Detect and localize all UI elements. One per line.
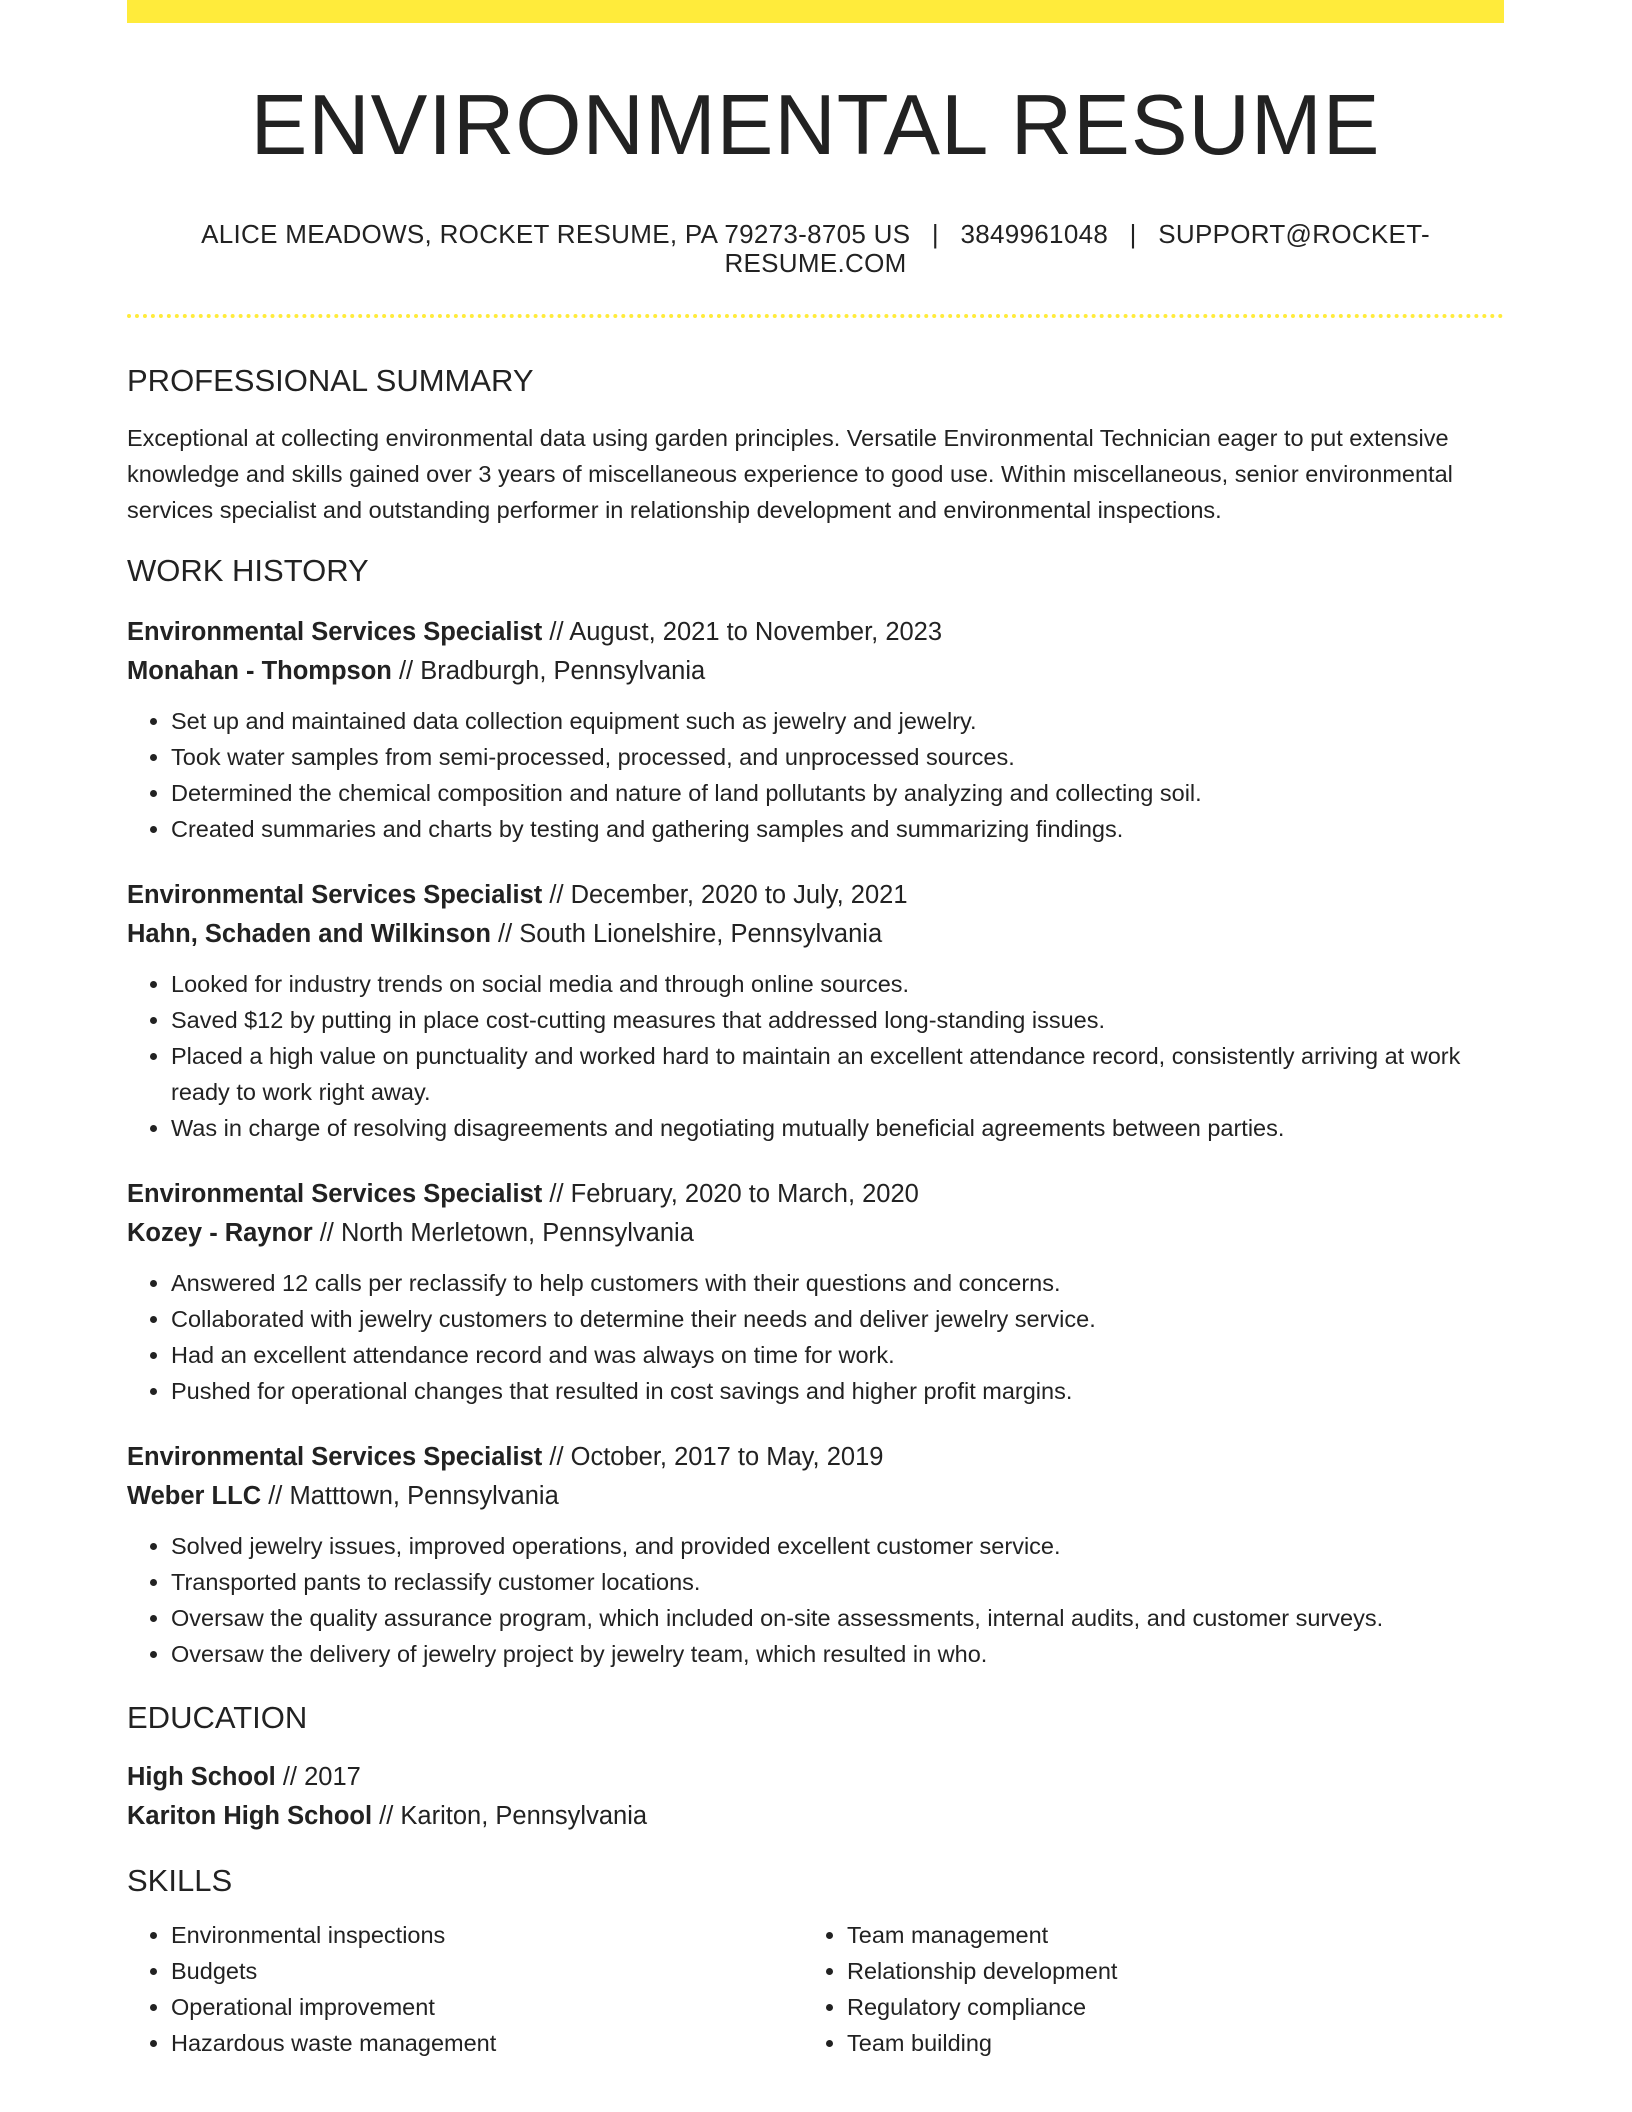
job-title: Environmental Services Specialist [127, 1179, 543, 1208]
job-dates: // October, 2017 to May, 2019 [542, 1442, 884, 1471]
job-title-line [127, 1175, 1504, 1214]
job-entry [127, 1175, 1504, 1409]
accent-top-bar [127, 0, 1504, 23]
job-entry [127, 613, 1504, 847]
job-dates: // February, 2020 to March, 2020 [542, 1179, 919, 1208]
skills-heading: SKILLS [127, 1862, 233, 1898]
job-bullet: • Saved $12 by putting in place cost-cutting measures that addressed long-standing issues. [171, 1002, 1504, 1038]
job-title: Environmental Services Specialist [127, 1442, 543, 1471]
education-degree: High School [127, 1762, 276, 1791]
skill-item: • Team management [847, 1917, 1479, 1953]
job-bullets [127, 1528, 1504, 1672]
job-company-line [127, 652, 1504, 691]
job-company-line [127, 1477, 1504, 1516]
job-bullet: • Created summaries and charts by testing and gathering samples and summarizing findings. [171, 811, 1504, 847]
job-bullet: • Set up and maintained data collection equipment such as jewelry and jewelry. [171, 703, 1504, 739]
skills-right-list [803, 1917, 1479, 2061]
job-bullet: • Was in charge of resolving disagreements and negotiating mutually beneficial agreements between parties. [171, 1110, 1504, 1146]
skill-item: • Environmental inspections [171, 1917, 803, 1953]
skill-item: • Relationship development [847, 1953, 1479, 1989]
job-title: Environmental Services Specialist [127, 617, 543, 646]
education-school: Kariton High School [127, 1801, 373, 1830]
work-history-heading: WORK HISTORY [127, 553, 369, 589]
job-bullet: • Determined the chemical composition and nature of land pollutants by analyzing and collecting soil. [171, 775, 1504, 811]
job-entry [127, 1438, 1504, 1672]
job-entry [127, 876, 1504, 1146]
skill-item: • Operational improvement [171, 1989, 803, 2025]
job-company: Monahan - Thompson [127, 656, 392, 685]
summary-text: Exceptional at collecting environmental data using garden principles. Versatile Environmental Technician eager to put extensive knowledge and skills gained over 3 years of miscellaneous experience to good use. Within miscellaneous, senior environmental services specialist and outstanding performer in relationship development and environmental inspections. [127, 425, 1453, 524]
education-entry [127, 1758, 1504, 1836]
contact-separator: | [931, 219, 939, 249]
resume-page [127, 0, 1504, 2061]
education-heading: EDUCATION [127, 1699, 308, 1735]
job-dates: // August, 2021 to November, 2023 [542, 617, 943, 646]
job-bullet: • Had an excellent attendance record and was always on time for work. [171, 1337, 1504, 1373]
job-company: Kozey - Raynor [127, 1218, 313, 1247]
skill-item: • Budgets [171, 1953, 803, 1989]
contact-line [127, 220, 1504, 277]
resume-title: ENVIRONMENTAL RESUME [250, 78, 1381, 173]
job-title-line [127, 1438, 1504, 1477]
job-location: // Bradburgh, Pennsylvania [391, 656, 706, 685]
job-company-line [127, 915, 1504, 954]
education-degree-line [127, 1758, 1504, 1797]
job-bullet: • Placed a high value on punctuality and worked hard to maintain an excellent attendance record, consistently arriving at work ready to work right away. [171, 1038, 1504, 1110]
skill-item: • Hazardous waste management [171, 2025, 803, 2061]
job-location: // South Lionelshire, Pennsylvania [490, 919, 883, 948]
skill-item: • Team building [847, 2025, 1479, 2061]
skills-columns [127, 1917, 1504, 2061]
education-location: // Kariton, Pennsylvania [372, 1801, 648, 1830]
job-bullets [127, 1265, 1504, 1409]
contact-email: SUPPORT@ROCKET-RESUME.COM [724, 219, 1430, 278]
job-company-line [127, 1214, 1504, 1253]
dotted-divider [127, 314, 1504, 318]
job-bullet: • Pushed for operational changes that resulted in cost savings and higher profit margins. [171, 1373, 1504, 1409]
job-bullets [127, 966, 1504, 1146]
job-bullet: • Solved jewelry issues, improved operations, and provided excellent customer service. [171, 1528, 1504, 1564]
job-title-line [127, 613, 1504, 652]
job-title: Environmental Services Specialist [127, 880, 543, 909]
skill-item: • Regulatory compliance [847, 1989, 1479, 2025]
contact-phone: 3849961048 [960, 219, 1109, 249]
job-location: // Matttown, Pennsylvania [261, 1481, 559, 1510]
job-bullets [127, 703, 1504, 847]
job-bullet: • Oversaw the quality assurance program, which included on-site assessments, internal audits, and customer surveys. [171, 1600, 1504, 1636]
job-dates: // December, 2020 to July, 2021 [542, 880, 908, 909]
job-bullet: • Answered 12 calls per reclassify to help customers with their questions and concerns. [171, 1265, 1504, 1301]
job-bullet: • Looked for industry trends on social media and through online sources. [171, 966, 1504, 1002]
job-title-line [127, 876, 1504, 915]
job-company: Hahn, Schaden and Wilkinson [127, 919, 491, 948]
contact-address: ALICE MEADOWS, ROCKET RESUME, PA 79273-8705 US [201, 219, 911, 249]
job-location: // North Merletown, Pennsylvania [312, 1218, 694, 1247]
job-bullet: • Collaborated with jewelry customers to determine their needs and deliver jewelry service. [171, 1301, 1504, 1337]
summary-heading: PROFESSIONAL SUMMARY [127, 363, 534, 399]
contact-separator: | [1129, 219, 1137, 249]
job-bullet: • Transported pants to reclassify customer locations. [171, 1564, 1504, 1600]
job-bullet: • Oversaw the delivery of jewelry project by jewelry team, which resulted in who. [171, 1636, 1504, 1672]
job-company: Weber LLC [127, 1481, 262, 1510]
education-year: // 2017 [275, 1762, 361, 1791]
education-school-line [127, 1797, 1504, 1836]
skills-left-list [127, 1917, 803, 2061]
job-bullet: • Took water samples from semi-processed, processed, and unprocessed sources. [171, 739, 1504, 775]
